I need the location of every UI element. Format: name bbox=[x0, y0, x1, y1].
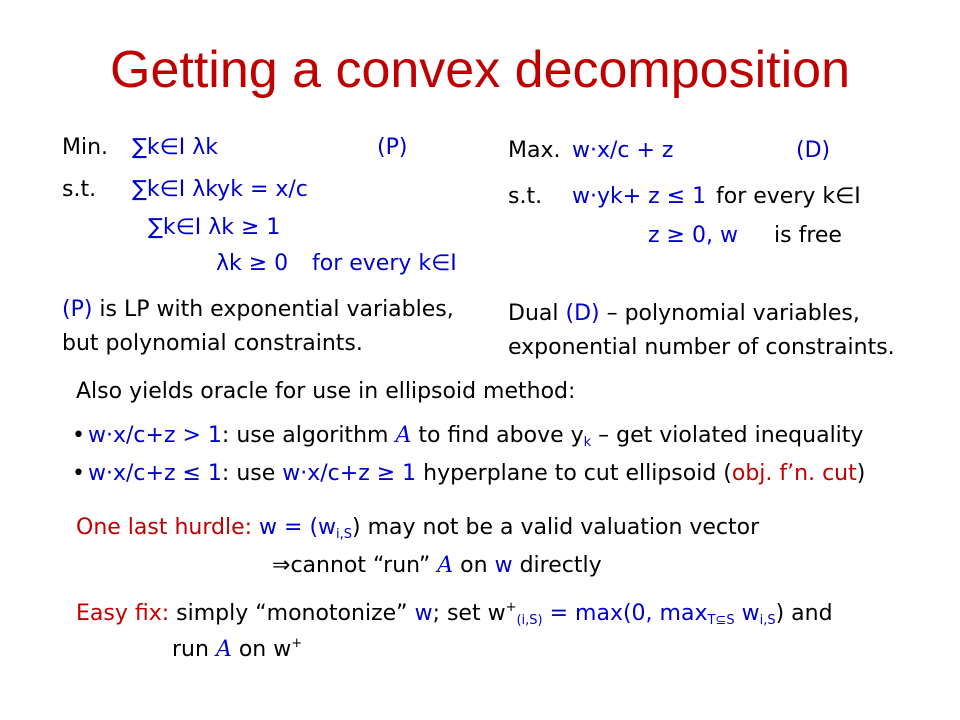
oracle-intro: Also yields oracle for use in ellipsoid method: bbox=[76, 379, 576, 404]
hurdle-line-2-text-a: cannot “run” bbox=[290, 553, 438, 578]
primal-constraint-3-suffix: for every k∈I bbox=[312, 251, 457, 276]
algorithm-a-symbol: A bbox=[215, 637, 232, 662]
oracle-bullet-2-text-b: hyperplane to cut ellipsoid ( bbox=[416, 461, 732, 486]
fix-text-b: ; set w bbox=[432, 601, 506, 626]
hurdle-line-2-w: w bbox=[494, 553, 513, 578]
dual-constraint-2: z ≥ 0, w bbox=[648, 223, 738, 248]
primal-constraint-3: λk ≥ 0 bbox=[216, 251, 289, 276]
algorithm-a-symbol: A bbox=[395, 423, 412, 448]
oracle-bullet-2-text-c: ) bbox=[856, 461, 866, 486]
hurdle-label: One last hurdle: bbox=[76, 515, 253, 540]
oracle-bullet-1-text-c: – get violated inequality bbox=[591, 423, 864, 448]
fix-label: Easy fix: bbox=[76, 601, 170, 626]
fix-sub-2: T⊆S bbox=[707, 613, 735, 628]
hurdle-line-1 bbox=[76, 514, 759, 542]
oracle-bullet-1 bbox=[72, 422, 863, 450]
dual-note-prefix: Dual bbox=[508, 301, 566, 326]
dual-tag: (D) bbox=[796, 138, 831, 163]
fix-sub-3: i,S bbox=[759, 613, 776, 628]
fix-line-2-text-b: on w bbox=[231, 637, 292, 662]
fix-text-e: ) and bbox=[775, 601, 833, 626]
fix-sub: (i,S) bbox=[516, 613, 543, 628]
dual-objective: w·x/c + z bbox=[572, 138, 674, 163]
primal-objective: ∑k∈I λk bbox=[132, 135, 218, 160]
primal-min-label: Min. bbox=[62, 135, 109, 160]
dual-note-line-2: exponential number of constraints. bbox=[508, 335, 895, 360]
dual-note-line-1 bbox=[508, 300, 860, 328]
dual-constraint-1: w·yk+ z ≤ 1 bbox=[572, 184, 707, 209]
hurdle-text-a: w = (w bbox=[252, 515, 337, 540]
fix-sup: + bbox=[505, 600, 517, 615]
primal-constraint-1: ∑k∈I λkyk = x/c bbox=[132, 177, 308, 202]
primal-note-tag: (P) bbox=[62, 297, 93, 322]
fix-line-1 bbox=[76, 600, 833, 628]
oracle-bullet-1-sub: k bbox=[583, 435, 592, 450]
fix-text-c: = max(0, max bbox=[542, 601, 708, 626]
page-title: Getting a convex decomposition bbox=[110, 41, 850, 99]
fix-w: w bbox=[414, 601, 433, 626]
bullet-icon: • bbox=[72, 461, 85, 486]
oracle-bullet-1-text-b: to find above y bbox=[411, 423, 584, 448]
primal-note-line-1 bbox=[62, 296, 454, 324]
bullet-icon: • bbox=[72, 423, 85, 448]
oracle-bullet-1-text-a: : use algorithm bbox=[221, 423, 396, 448]
algorithm-a-symbol: A bbox=[437, 553, 454, 578]
dual-note-text-1: – polynomial variables, bbox=[599, 301, 860, 326]
hurdle-line-2-text-b: on bbox=[453, 553, 495, 578]
implies-arrow-icon: ⇒ bbox=[272, 553, 291, 578]
fix-text-a: simply “monotonize” bbox=[169, 601, 415, 626]
oracle-bullet-1-condition: w·x/c+z > 1 bbox=[88, 423, 222, 448]
fix-text-d: w bbox=[734, 601, 760, 626]
primal-tag: (P) bbox=[377, 135, 408, 160]
dual-st-label: s.t. bbox=[508, 184, 543, 209]
primal-constraint-2: ∑k∈I λk ≥ 1 bbox=[148, 215, 281, 240]
fix-line-2-text-a: run bbox=[172, 637, 216, 662]
primal-note-line-2: but polynomial constraints. bbox=[62, 331, 363, 356]
fix-line-2 bbox=[172, 636, 302, 664]
dual-max-label: Max. bbox=[508, 138, 561, 163]
hurdle-sub: i,S bbox=[336, 527, 353, 542]
primal-st-label: s.t. bbox=[62, 177, 97, 202]
hurdle-line-2 bbox=[272, 552, 602, 580]
dual-note-tag: (D) bbox=[565, 301, 600, 326]
oracle-bullet-2 bbox=[72, 460, 865, 488]
primal-note-text-1: is LP with exponential variables, bbox=[92, 297, 454, 322]
oracle-bullet-2-text-a: : use bbox=[221, 461, 283, 486]
hurdle-line-2-text-c: directly bbox=[512, 553, 602, 578]
oracle-bullet-2-cut: obj. f’n. cut bbox=[731, 461, 857, 486]
hurdle-text-b: ) may not be a valid valuation vector bbox=[352, 515, 760, 540]
fix-line-2-sup: + bbox=[291, 636, 303, 651]
dual-constraint-2-suffix: is free bbox=[774, 223, 842, 248]
dual-constraint-1-suffix: for every k∈I bbox=[716, 184, 861, 209]
oracle-bullet-2-condition: w·x/c+z ≤ 1 bbox=[88, 461, 222, 486]
oracle-bullet-2-hyperplane: w·x/c+z ≥ 1 bbox=[282, 461, 417, 486]
